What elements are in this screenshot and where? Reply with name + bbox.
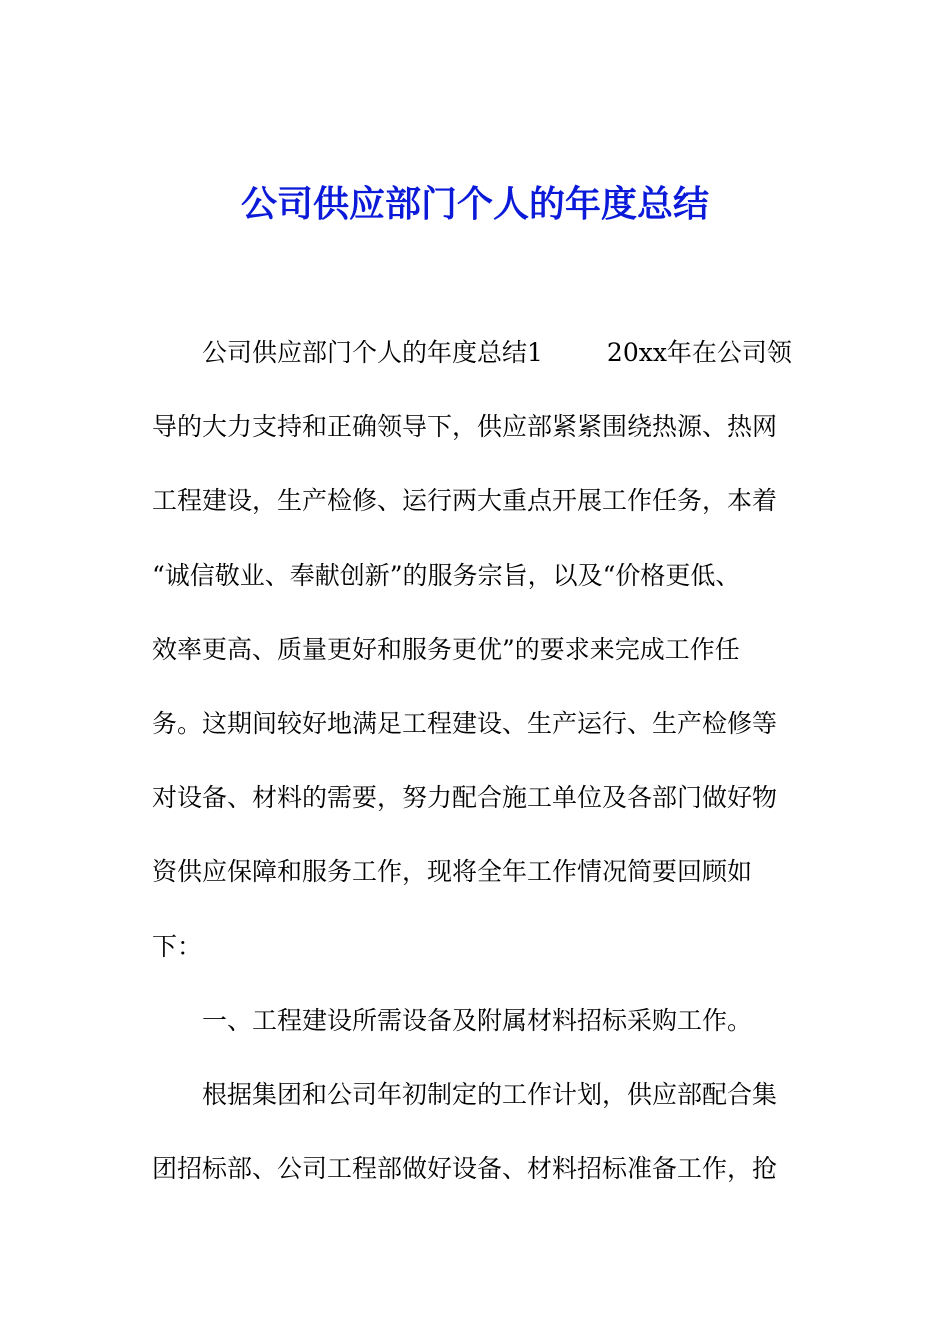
paragraph-line: 下：	[152, 931, 203, 961]
paragraph-line-part: 20xx年在公司领	[606, 338, 792, 367]
document-title: 公司供应部门个人的年度总结	[240, 183, 709, 225]
paragraph-line	[152, 328, 792, 402]
paragraph-line-part: 公司供应部门个人的年度总结1	[202, 338, 543, 367]
paragraph-line: 工程建设，生产检修、运行两大重点开展工作任务，本着	[152, 486, 778, 516]
paragraph-line: “诚信敬业、奉献创新”的服务宗旨，以及“价格更低、	[152, 560, 741, 590]
paragraph-line: 资供应保障和服务工作，现将全年工作情况简要回顾如	[152, 857, 753, 887]
paragraph-line: 务。这期间较好地满足工程建设、生产运行、生产检修等	[152, 708, 778, 738]
section-heading: 一、工程建设所需设备及附属材料招标采购工作。	[202, 1005, 753, 1035]
paragraph-line: 对设备、材料的需要，努力配合施工单位及各部门做好物	[152, 783, 778, 813]
paragraph-line: 导的大力支持和正确领导下，供应部紧紧围绕热源、热网	[152, 412, 778, 442]
paragraph-line: 效率更高、质量更好和服务更优”的要求来完成工作任	[152, 634, 740, 664]
paragraph-line: 根据集团和公司年初制定的工作计划，供应部配合集	[202, 1079, 778, 1109]
document-body	[152, 328, 792, 1218]
paragraph-line: 团招标部、公司工程部做好设备、材料招标准备工作，抢	[152, 1154, 778, 1184]
